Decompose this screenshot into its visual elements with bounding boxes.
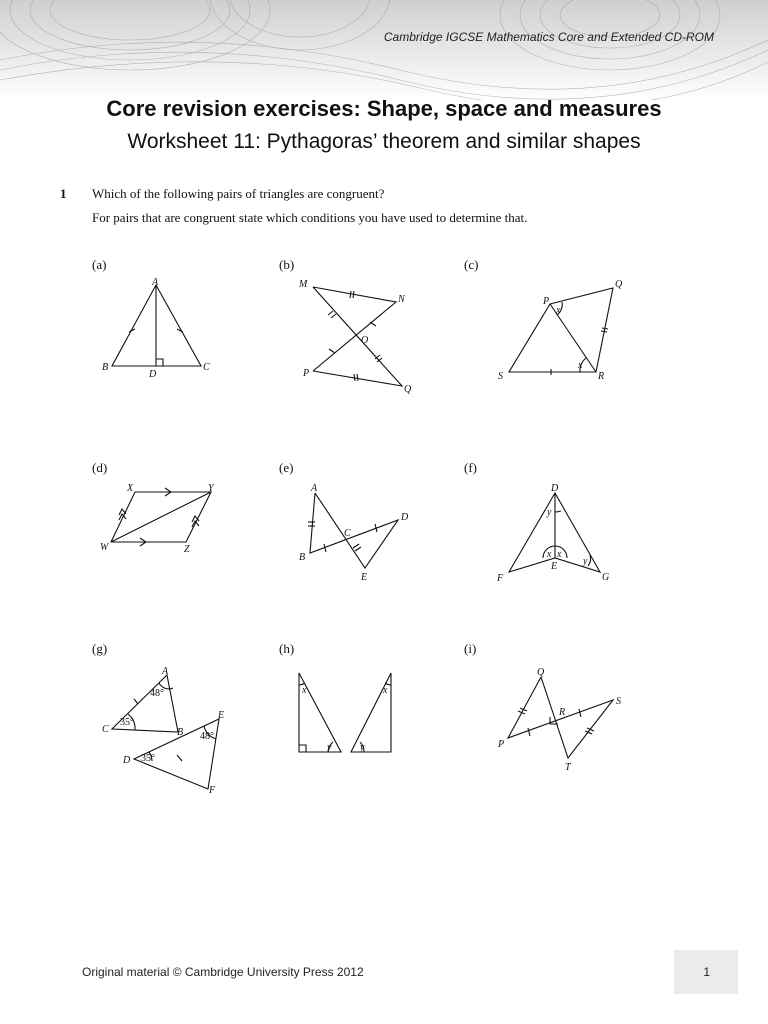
point-label: D <box>551 483 559 494</box>
point-label: C <box>203 362 210 373</box>
point-label: B <box>299 552 306 563</box>
point-label: Q <box>404 384 412 395</box>
point-label: G <box>602 572 610 583</box>
angle-label: y <box>360 742 365 753</box>
page-number: 1 <box>703 965 710 979</box>
point-label: A <box>162 666 169 677</box>
figure-g-triangles <box>98 660 233 800</box>
point-label: R <box>559 707 566 718</box>
header-banner-graphic <box>0 0 768 100</box>
point-label: Z <box>184 544 190 555</box>
point-label: E <box>361 572 368 583</box>
point-label: C <box>344 528 351 539</box>
point-label: D <box>401 512 409 523</box>
angle-label: x <box>383 685 388 696</box>
figure-d-parallelogram <box>95 478 235 568</box>
question-instruction: For pairs that are congruent state which conditions you have used to determine that. <box>92 210 528 225</box>
point-label: F <box>209 785 216 796</box>
point-label: N <box>398 294 405 305</box>
part-label-f: (f) <box>464 460 477 475</box>
figure-c-triangles <box>495 275 635 390</box>
question-number: 1 <box>60 186 67 201</box>
point-label: Y <box>208 483 214 494</box>
point-label: A <box>311 483 318 494</box>
point-label: M <box>299 279 308 290</box>
part-label-e: (e) <box>279 460 294 475</box>
angle-label: 35° <box>141 753 155 764</box>
part-label-d: (d) <box>92 460 108 475</box>
part-label-g: (g) <box>92 641 108 656</box>
angle-label: x <box>557 549 562 560</box>
point-label: Q <box>615 279 623 290</box>
point-label: R <box>598 371 605 382</box>
point-label: S <box>616 696 621 707</box>
question-text: Which of the following pairs of triangles are congruent? <box>92 186 385 201</box>
part-label-c: (c) <box>464 257 479 272</box>
figure-e-triangles <box>295 478 425 588</box>
angle-label: x <box>556 305 561 316</box>
point-label: X <box>127 483 134 494</box>
figure-f-triangles <box>485 478 625 588</box>
point-label: T <box>565 762 571 773</box>
angle-label: x <box>578 360 583 371</box>
angle-label: x <box>547 549 552 560</box>
part-label-a: (a) <box>92 257 107 272</box>
point-label: Q <box>537 667 545 678</box>
point-label: W <box>100 542 109 553</box>
point-label: P <box>303 368 310 379</box>
figure-a-triangles <box>95 275 225 385</box>
angle-label: y <box>327 742 332 753</box>
figure-b-triangles <box>295 275 425 400</box>
point-label: C <box>102 724 109 735</box>
worksheet-subtitle: Worksheet 11: Pythagoras’ theorem and similar shapes <box>127 130 641 153</box>
angle-label: y <box>583 556 588 567</box>
part-label-h: (h) <box>279 641 295 656</box>
page-title: Core revision exercises: Shape, space and measures <box>106 96 662 121</box>
part-label-i: (i) <box>464 641 477 656</box>
source-caption: Cambridge IGCSE Mathematics Core and Extended CD-ROM <box>383 30 714 44</box>
point-label: E <box>551 561 558 572</box>
point-label: B <box>102 362 109 373</box>
copyright-footer: Original material © Cambridge University Press 2012 <box>82 965 364 979</box>
point-label: D <box>149 369 157 380</box>
point-label: F <box>497 573 504 584</box>
figure-i-triangles <box>495 660 630 780</box>
point-label: P <box>498 739 505 750</box>
point-label: O <box>361 335 369 346</box>
part-label-b: (b) <box>279 257 295 272</box>
point-label: D <box>123 755 131 766</box>
page-number-box <box>674 950 738 994</box>
figure-h-triangles <box>290 665 400 760</box>
angle-label: 35° <box>120 717 134 728</box>
angle-label: 48° <box>200 731 214 742</box>
point-label: E <box>218 710 225 721</box>
angle-label: 48° <box>150 688 164 699</box>
angle-label: x <box>302 685 307 696</box>
point-label: P <box>543 296 550 307</box>
point-label: B <box>177 727 184 738</box>
point-label: S <box>498 371 503 382</box>
angle-label: y <box>547 507 552 518</box>
point-label: A <box>152 277 159 288</box>
